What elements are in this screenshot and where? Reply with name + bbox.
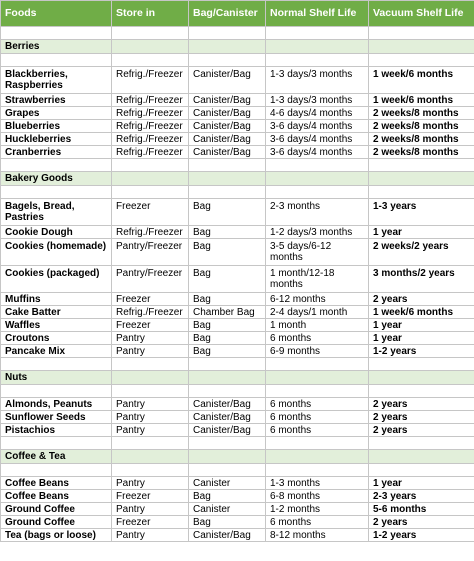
food-cell[interactable]: Muffins <box>1 293 112 306</box>
category-cell[interactable] <box>189 371 266 385</box>
food-cell[interactable]: Cake Batter <box>1 306 112 319</box>
empty-cell[interactable] <box>1 159 112 172</box>
category-cell[interactable] <box>112 450 189 464</box>
category-cell[interactable] <box>266 40 369 54</box>
normal-shelf-life-cell[interactable]: 2-3 months <box>266 199 369 226</box>
category-cell[interactable] <box>189 450 266 464</box>
category-cell[interactable] <box>369 371 474 385</box>
normal-shelf-life-cell[interactable]: 3-6 days/4 months <box>266 120 369 133</box>
empty-cell[interactable] <box>369 186 474 199</box>
container-cell[interactable]: Chamber Bag <box>189 306 266 319</box>
normal-shelf-life-cell[interactable]: 1 month/12-18 months <box>266 266 369 293</box>
empty-cell[interactable] <box>189 54 266 67</box>
table-row <box>1 133 474 146</box>
empty-cell[interactable] <box>1 464 112 477</box>
category-name[interactable]: Coffee & Tea <box>1 450 112 464</box>
empty-cell[interactable] <box>1 27 112 40</box>
empty-row <box>1 54 474 67</box>
table-row <box>1 411 474 424</box>
category-name[interactable]: Bakery Goods <box>1 172 112 186</box>
category-name[interactable]: Nuts <box>1 371 112 385</box>
table-row <box>1 226 474 239</box>
normal-shelf-life-cell[interactable]: 6 months <box>266 332 369 345</box>
store-cell[interactable]: Pantry <box>112 398 189 411</box>
container-cell[interactable]: Canister/Bag <box>189 107 266 120</box>
food-cell[interactable]: Bagels, Bread, Pastries <box>1 199 112 226</box>
empty-cell[interactable] <box>112 27 189 40</box>
food-cell[interactable]: Cranberries <box>1 146 112 159</box>
food-cell[interactable]: Huckleberries <box>1 133 112 146</box>
vacuum-shelf-life-cell[interactable]: 1 year <box>369 226 474 239</box>
container-cell[interactable]: Canister/Bag <box>189 146 266 159</box>
normal-shelf-life-cell[interactable]: 4-6 days/4 months <box>266 107 369 120</box>
vacuum-shelf-life-cell[interactable]: 1-2 years <box>369 529 474 542</box>
empty-row <box>1 186 474 199</box>
empty-cell[interactable] <box>1 385 112 398</box>
empty-cell[interactable] <box>189 186 266 199</box>
store-cell[interactable]: Pantry <box>112 332 189 345</box>
food-cell[interactable]: Croutons <box>1 332 112 345</box>
vacuum-shelf-life-cell[interactable]: 2 years <box>369 424 474 437</box>
table-row <box>1 345 474 358</box>
container-cell[interactable]: Canister/Bag <box>189 67 266 94</box>
food-cell[interactable]: Strawberries <box>1 94 112 107</box>
empty-row <box>1 464 474 477</box>
table-row <box>1 293 474 306</box>
empty-cell[interactable] <box>189 358 266 371</box>
store-cell[interactable]: Pantry <box>112 529 189 542</box>
food-cell[interactable]: Tea (bags or loose) <box>1 529 112 542</box>
table-row <box>1 199 474 226</box>
container-cell[interactable]: Canister/Bag <box>189 529 266 542</box>
store-cell[interactable]: Refrig./Freezer <box>112 107 189 120</box>
vacuum-shelf-life-cell[interactable]: 2 weeks/8 months <box>369 133 474 146</box>
empty-cell[interactable] <box>112 385 189 398</box>
normal-shelf-life-cell[interactable]: 6 months <box>266 398 369 411</box>
category-cell[interactable] <box>112 172 189 186</box>
vacuum-shelf-life-cell[interactable]: 1-3 years <box>369 199 474 226</box>
normal-shelf-life-cell[interactable]: 6-12 months <box>266 293 369 306</box>
empty-cell[interactable] <box>189 464 266 477</box>
store-cell[interactable]: Refrig./Freezer <box>112 67 189 94</box>
vacuum-shelf-life-cell[interactable]: 5-6 months <box>369 503 474 516</box>
category-row <box>1 371 474 385</box>
header-row <box>1 1 474 27</box>
store-cell[interactable]: Refrig./Freezer <box>112 133 189 146</box>
table-row <box>1 503 474 516</box>
container-cell[interactable]: Canister/Bag <box>189 94 266 107</box>
food-cell[interactable]: Ground Coffee <box>1 503 112 516</box>
empty-cell[interactable] <box>112 358 189 371</box>
table-row <box>1 398 474 411</box>
category-cell[interactable] <box>189 172 266 186</box>
food-cell[interactable]: Blueberries <box>1 120 112 133</box>
table-row <box>1 490 474 503</box>
normal-shelf-life-cell[interactable]: 8-12 months <box>266 529 369 542</box>
category-cell[interactable] <box>369 450 474 464</box>
normal-shelf-life-cell[interactable]: 3-6 days/4 months <box>266 133 369 146</box>
empty-row <box>1 437 474 450</box>
empty-cell[interactable] <box>112 464 189 477</box>
vacuum-shelf-life-cell[interactable]: 2 years <box>369 398 474 411</box>
empty-cell[interactable] <box>369 464 474 477</box>
empty-cell[interactable] <box>369 437 474 450</box>
empty-cell[interactable] <box>189 159 266 172</box>
empty-cell[interactable] <box>266 186 369 199</box>
vacuum-shelf-life-cell[interactable]: 2 weeks/8 months <box>369 146 474 159</box>
food-cell[interactable]: Ground Coffee <box>1 516 112 529</box>
food-cell[interactable]: Coffee Beans <box>1 490 112 503</box>
store-cell[interactable]: Freezer <box>112 319 189 332</box>
container-cell[interactable]: Canister/Bag <box>189 133 266 146</box>
vacuum-shelf-life-cell[interactable]: 3 months/2 years <box>369 266 474 293</box>
container-cell[interactable]: Bag <box>189 266 266 293</box>
vacuum-shelf-life-cell[interactable]: 1-2 years <box>369 345 474 358</box>
normal-shelf-life-cell[interactable]: 1-3 months <box>266 477 369 490</box>
empty-cell[interactable] <box>266 54 369 67</box>
container-cell[interactable]: Canister <box>189 503 266 516</box>
category-cell[interactable] <box>369 172 474 186</box>
table-row <box>1 120 474 133</box>
table-row <box>1 146 474 159</box>
container-cell[interactable]: Canister/Bag <box>189 120 266 133</box>
store-cell[interactable]: Freezer <box>112 199 189 226</box>
vacuum-shelf-life-cell[interactable]: 2 weeks/2 years <box>369 239 474 266</box>
store-cell[interactable]: Freezer <box>112 293 189 306</box>
table-row <box>1 332 474 345</box>
food-cell[interactable]: Coffee Beans <box>1 477 112 490</box>
store-cell[interactable]: Pantry <box>112 503 189 516</box>
table-row <box>1 529 474 542</box>
food-cell[interactable]: Pancake Mix <box>1 345 112 358</box>
food-cell[interactable]: Grapes <box>1 107 112 120</box>
store-cell[interactable]: Refrig./Freezer <box>112 146 189 159</box>
table-row <box>1 67 474 94</box>
container-cell[interactable]: Bag <box>189 490 266 503</box>
food-cell[interactable]: Sunflower Seeds <box>1 411 112 424</box>
category-row <box>1 172 474 186</box>
empty-cell[interactable] <box>112 54 189 67</box>
category-cell[interactable] <box>112 371 189 385</box>
header-normal-shelf-life[interactable]: Normal Shelf Life <box>266 1 369 27</box>
category-cell[interactable] <box>266 172 369 186</box>
header-store-in[interactable]: Store in <box>112 1 189 27</box>
empty-cell[interactable] <box>1 358 112 371</box>
category-cell[interactable] <box>266 450 369 464</box>
header-vacuum-shelf-life[interactable]: Vacuum Shelf Life <box>369 1 474 27</box>
normal-shelf-life-cell[interactable]: 6 months <box>266 424 369 437</box>
empty-cell[interactable] <box>369 54 474 67</box>
empty-row <box>1 159 474 172</box>
normal-shelf-life-cell[interactable]: 1-3 days/3 months <box>266 67 369 94</box>
store-cell[interactable]: Pantry/Freezer <box>112 239 189 266</box>
container-cell[interactable]: Canister/Bag <box>189 411 266 424</box>
empty-cell[interactable] <box>369 358 474 371</box>
normal-shelf-life-cell[interactable]: 6 months <box>266 516 369 529</box>
empty-cell[interactable] <box>266 464 369 477</box>
empty-cell[interactable] <box>266 385 369 398</box>
category-row <box>1 450 474 464</box>
vacuum-shelf-life-cell[interactable]: 1 year <box>369 477 474 490</box>
vacuum-shelf-life-cell[interactable]: 2 weeks/8 months <box>369 120 474 133</box>
store-cell[interactable]: Pantry <box>112 477 189 490</box>
container-cell[interactable]: Bag <box>189 332 266 345</box>
table-row <box>1 266 474 293</box>
empty-cell[interactable] <box>112 159 189 172</box>
vacuum-shelf-life-cell[interactable]: 1 week/6 months <box>369 306 474 319</box>
normal-shelf-life-cell[interactable]: 6-8 months <box>266 490 369 503</box>
table-row <box>1 94 474 107</box>
food-cell[interactable]: Waffles <box>1 319 112 332</box>
table-row <box>1 239 474 266</box>
table-row <box>1 516 474 529</box>
empty-cell[interactable] <box>369 385 474 398</box>
container-cell[interactable]: Bag <box>189 345 266 358</box>
empty-cell[interactable] <box>1 186 112 199</box>
table-row <box>1 107 474 120</box>
container-cell[interactable]: Canister/Bag <box>189 398 266 411</box>
empty-cell[interactable] <box>189 27 266 40</box>
container-cell[interactable]: Bag <box>189 199 266 226</box>
empty-cell[interactable] <box>189 437 266 450</box>
store-cell[interactable]: Refrig./Freezer <box>112 94 189 107</box>
store-cell[interactable]: Pantry <box>112 411 189 424</box>
vacuum-shelf-life-cell[interactable]: 1 year <box>369 332 474 345</box>
empty-cell[interactable] <box>1 54 112 67</box>
food-cell[interactable]: Almonds, Peanuts <box>1 398 112 411</box>
vacuum-shelf-life-cell[interactable]: 2 years <box>369 411 474 424</box>
normal-shelf-life-cell[interactable]: 3-6 days/4 months <box>266 146 369 159</box>
food-cell[interactable]: Pistachios <box>1 424 112 437</box>
header-foods[interactable]: Foods <box>1 1 112 27</box>
empty-row <box>1 27 474 40</box>
empty-cell[interactable] <box>112 186 189 199</box>
category-cell[interactable] <box>112 40 189 54</box>
normal-shelf-life-cell[interactable]: 1-2 days/3 months <box>266 226 369 239</box>
table-row <box>1 306 474 319</box>
category-row <box>1 40 474 54</box>
vacuum-shelf-life-cell[interactable]: 2 years <box>369 293 474 306</box>
food-cell[interactable]: Cookies (homemade) <box>1 239 112 266</box>
empty-cell[interactable] <box>266 437 369 450</box>
container-cell[interactable]: Canister/Bag <box>189 424 266 437</box>
vacuum-shelf-life-cell[interactable]: 2-3 years <box>369 490 474 503</box>
empty-cell[interactable] <box>1 437 112 450</box>
normal-shelf-life-cell[interactable]: 6-9 months <box>266 345 369 358</box>
store-cell[interactable]: Freezer <box>112 516 189 529</box>
table-row <box>1 319 474 332</box>
container-cell[interactable]: Bag <box>189 226 266 239</box>
empty-cell[interactable] <box>266 159 369 172</box>
store-cell[interactable]: Pantry/Freezer <box>112 266 189 293</box>
header-bag-canister[interactable]: Bag/Canister <box>189 1 266 27</box>
empty-cell[interactable] <box>369 27 474 40</box>
food-cell[interactable]: Cookie Dough <box>1 226 112 239</box>
container-cell[interactable]: Bag <box>189 516 266 529</box>
table-row <box>1 424 474 437</box>
category-name[interactable]: Berries <box>1 40 112 54</box>
container-cell[interactable]: Bag <box>189 293 266 306</box>
normal-shelf-life-cell[interactable]: 1 month <box>266 319 369 332</box>
empty-cell[interactable] <box>266 27 369 40</box>
table-row <box>1 477 474 490</box>
empty-cell[interactable] <box>189 385 266 398</box>
normal-shelf-life-cell[interactable]: 6 months <box>266 411 369 424</box>
store-cell[interactable]: Pantry <box>112 345 189 358</box>
vacuum-shelf-life-cell[interactable]: 1 week/6 months <box>369 94 474 107</box>
normal-shelf-life-cell[interactable]: 1-2 months <box>266 503 369 516</box>
normal-shelf-life-cell[interactable]: 1-3 days/3 months <box>266 94 369 107</box>
empty-cell[interactable] <box>112 437 189 450</box>
normal-shelf-life-cell[interactable]: 2-4 days/1 month <box>266 306 369 319</box>
vacuum-shelf-life-cell[interactable]: 2 years <box>369 516 474 529</box>
vacuum-shelf-life-cell[interactable]: 2 weeks/8 months <box>369 107 474 120</box>
store-cell[interactable]: Refrig./Freezer <box>112 120 189 133</box>
category-cell[interactable] <box>266 371 369 385</box>
container-cell[interactable]: Canister <box>189 477 266 490</box>
empty-cell[interactable] <box>266 358 369 371</box>
vacuum-shelf-life-cell[interactable]: 1 year <box>369 319 474 332</box>
empty-row <box>1 358 474 371</box>
store-cell[interactable]: Pantry <box>112 424 189 437</box>
vacuum-shelf-life-cell[interactable]: 1 week/6 months <box>369 67 474 94</box>
container-cell[interactable]: Bag <box>189 319 266 332</box>
food-cell[interactable]: Cookies (packaged) <box>1 266 112 293</box>
normal-shelf-life-cell[interactable]: 3-5 days/6-12 months <box>266 239 369 266</box>
store-cell[interactable]: Refrig./Freezer <box>112 306 189 319</box>
empty-row <box>1 385 474 398</box>
category-cell[interactable] <box>369 40 474 54</box>
empty-cell[interactable] <box>369 159 474 172</box>
food-cell[interactable]: Blackberries, Raspberries <box>1 67 112 94</box>
store-cell[interactable]: Refrig./Freezer <box>112 226 189 239</box>
store-cell[interactable]: Freezer <box>112 490 189 503</box>
container-cell[interactable]: Bag <box>189 239 266 266</box>
category-cell[interactable] <box>189 40 266 54</box>
